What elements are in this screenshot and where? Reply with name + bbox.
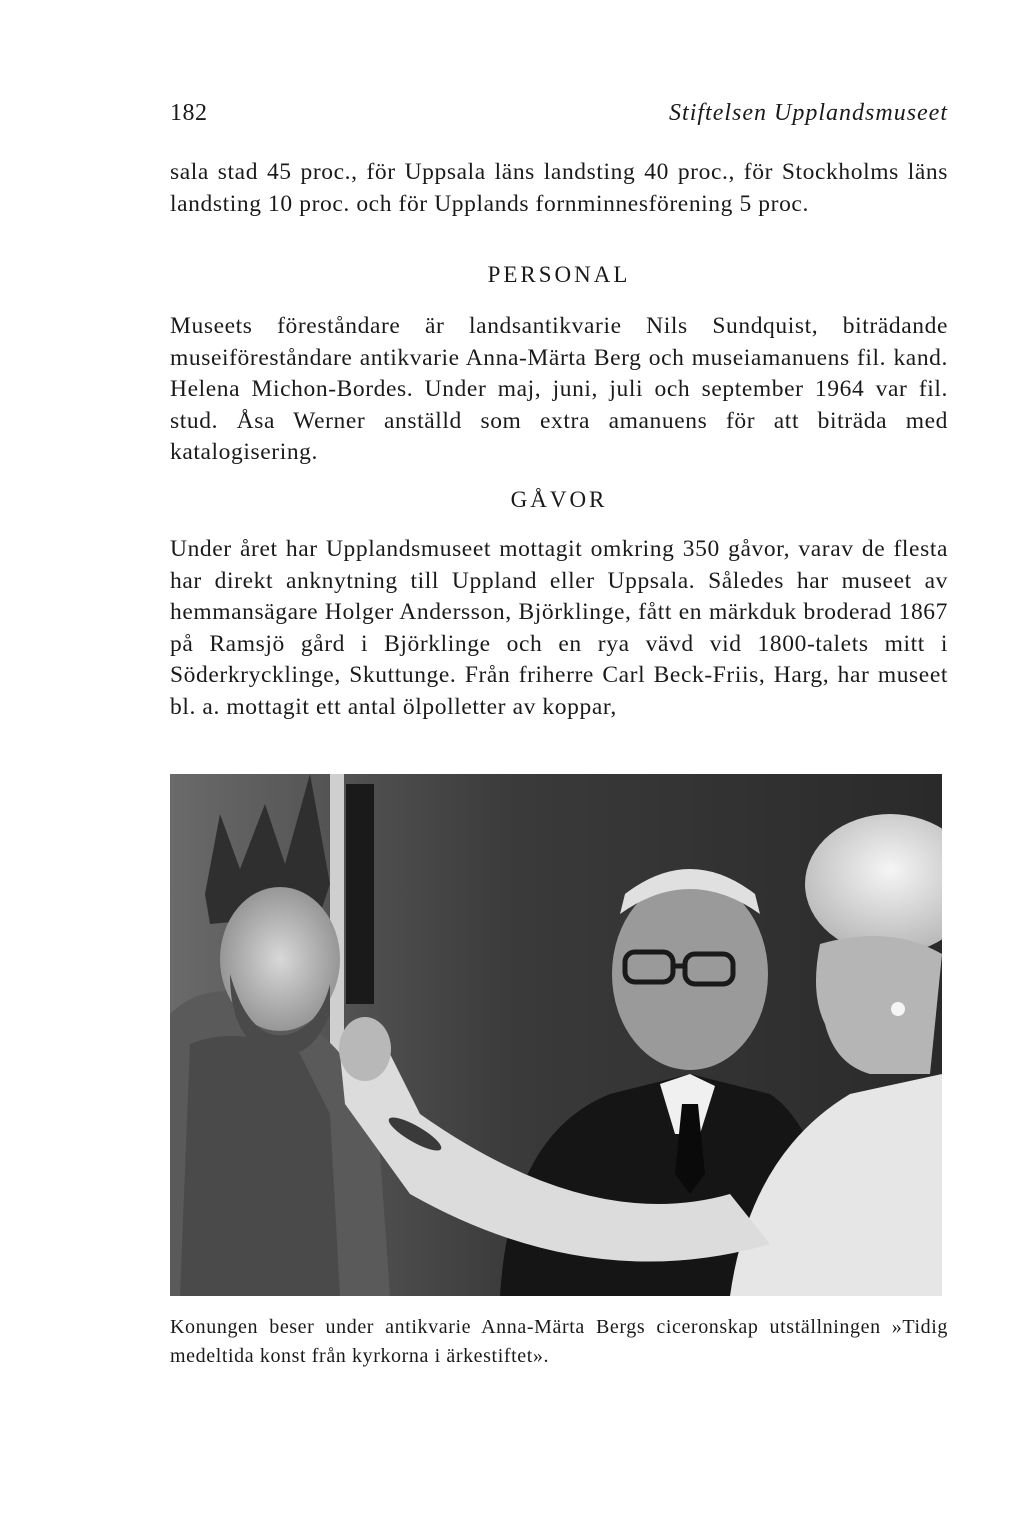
section-heading-gavor: GÅVOR [510, 487, 608, 512]
photograph [170, 774, 942, 1296]
gavor-paragraph [170, 534, 948, 723]
page-number: 182 [170, 100, 208, 126]
personal-paragraph [170, 311, 948, 469]
figure-caption [170, 1313, 948, 1371]
intro-text: sala stad 45 proc., för Uppsala läns landsting 40 proc., för Stockholms läns landsting 10 proc. och för Upplands fornminnesförening 5 proc. [170, 159, 948, 217]
intro-paragraph [170, 157, 948, 220]
running-title: Stiftelsen Upplandsmuseet [669, 100, 948, 126]
gavor-text: Under året har Upplandsmuseet mottagit omkring 350 gåvor, varav de flesta har direkt anknytning till Uppland eller Uppsala. Således har museet av hemmansägare Holger Andersson, Björklinge, fått en märkduk broderad 1867 på Ramsjö gård i Björklinge och en rya vävd vid 1800-talets mitt i Söderkrycklinge, Skuttunge. Från friherre Carl Beck-Friis, Harg, har museet bl. a. mottagit ett antal ölpolletter av koppar, [170, 536, 948, 720]
running-head [170, 100, 948, 136]
section-heading-personal: PERSONAL [487, 262, 631, 287]
personal-text: Museets föreståndare är landsantikvarie Nils Sundquist, biträdande museiföreståndare antikvarie Anna-Märta Berg och museiamanuens fil. kand. Helena Michon-Bordes. Under maj, juni, juli och september 1964 var fil. stud. Åsa Werner anställd som extra amanuens för att biträda med katalogisering. [170, 313, 948, 465]
caption-text: Konungen beser under antikvarie Anna-Märta Bergs ciceronskap utställningen »Tidig medeltida konst från kyrkorna i ärkestiftet». [170, 1316, 948, 1367]
